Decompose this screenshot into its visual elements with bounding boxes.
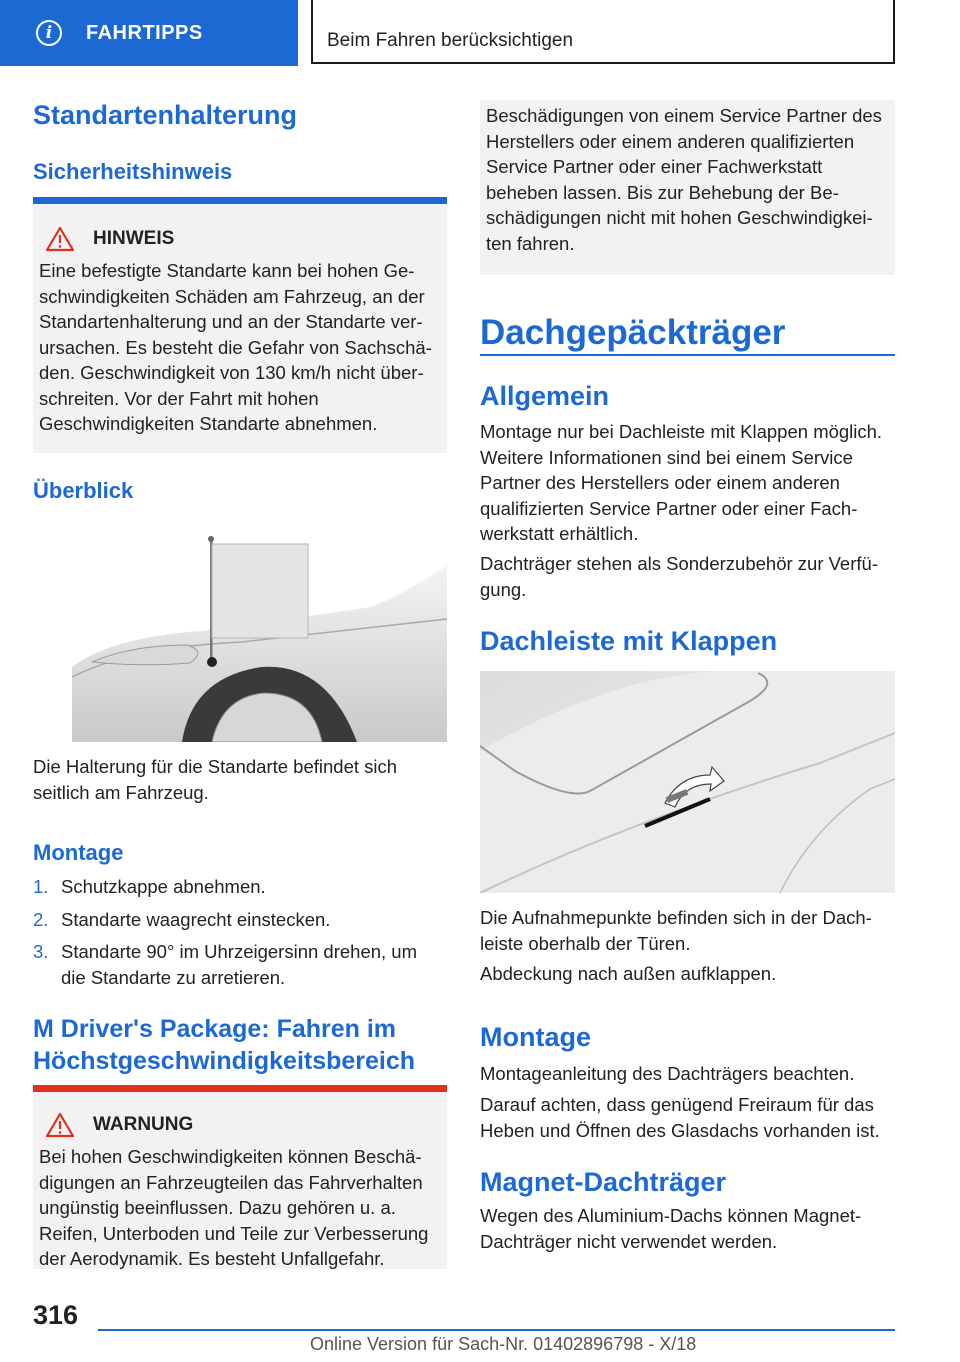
roof-rack-title: Dachgepäckträger bbox=[480, 313, 786, 352]
general-text-2: Dachträger stehen als Sonderzubehör zur Verfügung. bbox=[480, 553, 878, 600]
list-item: 3. Standarte 90° im Uhrzeigersinn drehen, um die Standarte zu arretieren. bbox=[33, 941, 417, 988]
general-heading: Allgemein bbox=[480, 381, 610, 411]
overview-heading: Überblick bbox=[33, 478, 134, 503]
notice-text: Eine befestigte Standarte kann bei hohen Geschwindigkeiten Schäden am Fahrzeug, an der Standartenhalterung und an der Standarte verursachen. Es besteht die Gefahr von Sachschäden. Geschwindigkeit von 130 km/h nicht überschreiten. Vor der Fahrt mit hohen Geschwindigkeiten Standarte abnehmen. bbox=[39, 260, 432, 434]
magnet-heading: Magnet-Dachträger bbox=[480, 1167, 727, 1197]
standard-holder-illustration bbox=[72, 527, 447, 742]
list-item: 2. Standarte waagrecht einstecken. bbox=[33, 908, 331, 930]
mount-heading: Montage bbox=[33, 840, 124, 865]
online-version-text: Online Version für Sach-Nr. 01402896798 - X/18 bbox=[310, 1334, 697, 1354]
safety-heading: Sicherheitshinweis bbox=[33, 159, 233, 184]
info-icon: i bbox=[36, 20, 62, 46]
section-title: Beim Fahren berücksichtigen bbox=[327, 30, 574, 51]
section-header bbox=[311, 0, 895, 64]
mount-text: Montageanleitung des Dachträgers beachten. bbox=[480, 1063, 855, 1084]
notice-box bbox=[33, 197, 447, 453]
warning-box bbox=[33, 1085, 447, 1269]
title-rule bbox=[480, 354, 895, 356]
roof-rail-text: Die Aufnahmepunkte befinden sich in der Dachleiste oberhalb der Türen. bbox=[480, 907, 872, 954]
warning-triangle-icon bbox=[45, 1112, 75, 1138]
standard-holder-title: Standartenhalterung bbox=[33, 100, 298, 130]
footer-rule bbox=[98, 1329, 895, 1331]
list-item: 1. Schutzkappe abnehmen. bbox=[33, 876, 266, 897]
warning-triangle-icon bbox=[45, 226, 75, 252]
general-text: Montage nur bei Dachleiste mit Klappen möglich. Weitere Informationen sind bei einem Service Partner des Herstellers oder einem anderen qualifizierten Service Partner oder einer Fachwerkstatt erhältlich. bbox=[480, 421, 883, 544]
chapter-tab bbox=[0, 0, 298, 66]
magnet-text: Wegen des Aluminium-Dachs können Magnet-Dachträger nicht verwendet werden. bbox=[480, 1205, 862, 1252]
notice-label: HINWEIS bbox=[93, 228, 175, 249]
warning-continued-box bbox=[480, 100, 895, 275]
warning-label: WARNUNG bbox=[93, 1114, 194, 1135]
mount-steps bbox=[33, 874, 445, 997]
roof-rail-heading: Dachleiste mit Klappen bbox=[480, 626, 778, 656]
chapter-title: FAHRTIPPS bbox=[86, 21, 203, 44]
m-package-heading: M Driver's Package: Fahren im Höchstgeschwindigkeitsbereich bbox=[33, 1015, 416, 1075]
mount-heading-right: Montage bbox=[480, 1022, 591, 1052]
warning-continued-text: Beschädigungen von einem Service Partner des Herstellers oder einem anderen qualifizierten Service Partner oder einer Fachwerkstatt beheben lassen. Bis zur Behebung der Beschädigungen nicht mit hohen Geschwindigkeiten fahren. bbox=[486, 105, 882, 254]
page-number: 316 bbox=[33, 1300, 79, 1330]
roof-rail-text-2: Abdeckung nach außen aufklappen. bbox=[480, 963, 777, 984]
roof-rail-illustration bbox=[480, 671, 895, 893]
overview-text: Die Halterung für die Standarte befindet sich seitlich am Fahrzeug. bbox=[33, 756, 398, 803]
mount-text-2: Darauf achten, dass genügend Freiraum für das Heben und Öffnen des Glasdachs vorhanden ist. bbox=[480, 1094, 880, 1141]
warning-text: Bei hohen Geschwindigkeiten können Beschädigungen an Fahrzeugteilen das Fahrverhalten ungünstig beeinflussen. Dazu gehören u. a. Reifen, Unterboden und Teile zur Verbesserung der Aerodynamik. Es besteht Unfallgefahr. bbox=[39, 1146, 429, 1269]
